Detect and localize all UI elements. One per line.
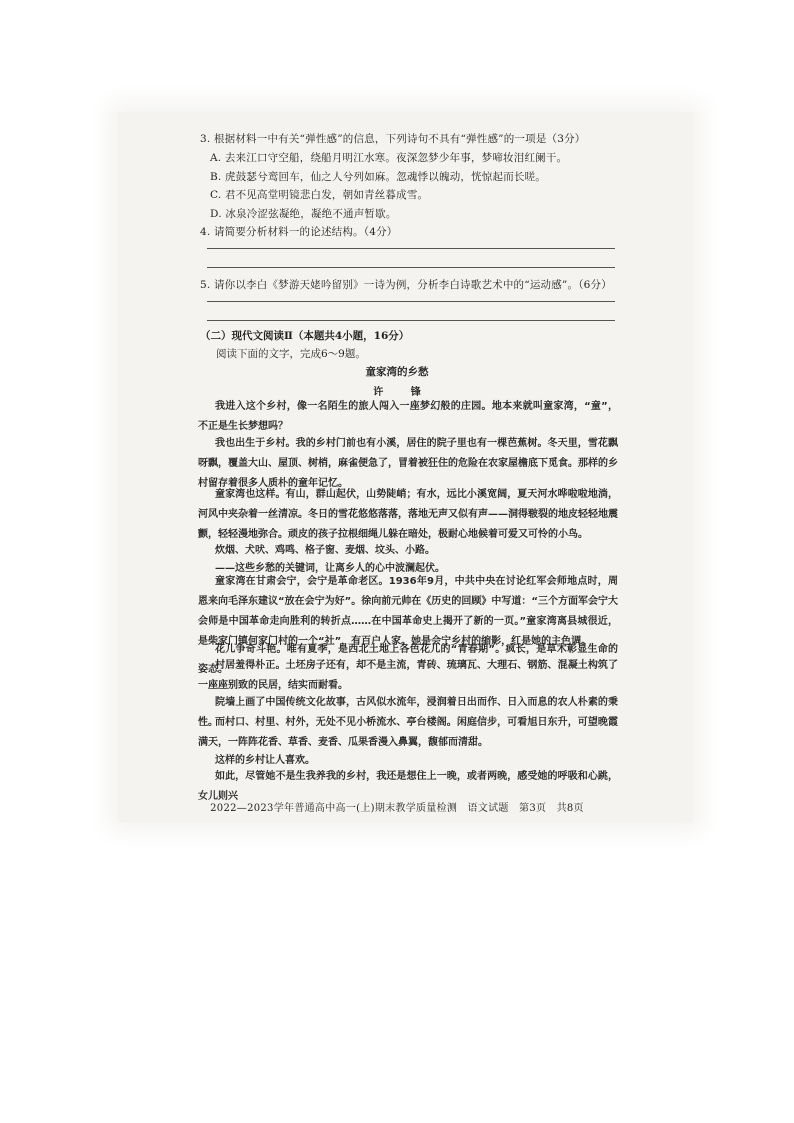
- answer-line: [207, 320, 615, 321]
- article-paragraph: 童家湾也这样。有山，群山起伏，山势陡峭；有水，远比小溪宽阔，夏天河水哗啦啦地淌，河风中夹杂着一丝清凉。冬日的雪花悠悠落落，落地无声又似有声——洞得皲裂的地皮轻轻地震颤，轻轻漫地弥合。顽皮的孩子拉根细绳儿躲在暗处，极耐心地候着可爱又可怜的小鸟。: [198, 489, 618, 540]
- article-paragraph: 这样的乡村让人喜欢。: [215, 755, 315, 766]
- article-paragraph: 童家湾在甘肃会宁，会宁是革命老区。1936年9月，中共中央在讨论红军会师地点时，周恩来向毛泽东建议“放在会宁为好”。徐向前元帅在《历史的回顾》中写道：“三个方面军会宁大会师是中国革命走向胜利的转折点……在中国革命史上揭开了新的一页。”童家湾离县城很近，是柴家门镇何家门村的一个“社”，有百户人家。她是会宁乡村的缩影，红是她的主色调。: [198, 576, 618, 647]
- article-paragraph: 我也出生于乡村。我的乡村门前也有小溪，居住的院子里也有一棵芭蕉树。冬天里，雪花飘呀飘，覆盖大山、屋顶、树梢，麻雀便急了，冒着被狂住的危险在农家屋檐底下觅食。那样的乡村留存着很多人质朴的童年记忆。: [198, 438, 618, 489]
- article-paragraph: 我进入这个乡村，像一名陌生的旅人闯入一座梦幻般的庄园。地本来就叫童家湾，“童”，不正是生长梦想吗？: [198, 401, 618, 432]
- answer-line: [207, 248, 615, 249]
- article-paragraph: 如此，尽管她不是生我养我的乡村，我还是想住上一晚，或者两晚，感受她的呼吸和心跳，女儿则兴: [198, 771, 618, 802]
- question-3-option-c: C. 君不见高堂明镜悲白发，朝如青丝暮成雪。: [210, 189, 429, 201]
- question-5-stem: 5. 请你以李白《梦游天姥吟留别》一诗为例，分析李白诗歌艺术中的“运动感”。（6分）: [200, 279, 612, 291]
- question-3-option-a: A. 去来江口守空船，绕船月明江水寒。夜深忽梦少年事，梦啼妆泪红阑干。: [210, 152, 568, 164]
- question-3-stem: 3. 根据材料一中有关“弹性感”的信息，下列诗句不具有“弹性感”的一项是（3分）: [200, 133, 586, 145]
- article-paragraph: ——这些乡愁的关键词，让离乡人的心中波澜起伏。: [215, 563, 445, 574]
- article-title: 童家湾的乡愁: [365, 366, 429, 378]
- answer-line: [207, 301, 615, 302]
- question-3-option-d: D. 冰泉冷涩弦凝绝，凝绝不通声暂歇。: [210, 208, 397, 220]
- question-4-stem: 4. 请简要分析材料一的论述结构。（4分）: [200, 226, 398, 238]
- article-paragraph: 花儿争奇斗艳。唯有夏季，是西北土地上各色花儿的“青春期”。疯长，是草木彰显生命的姿态。: [198, 644, 618, 675]
- question-3-option-b: B. 虎鼓瑟兮鸾回车，仙之人兮列如麻。忽魂悸以魄动，恍惊起而长嗟。: [210, 171, 546, 183]
- answer-line: [207, 267, 615, 268]
- article-paragraph: 而村口、村里、村外，无处不见小桥流水、亭台楼阁。闲庭信步，可看旭日东升，可望晚霞满天，一阵阵花香、草香、麦香、瓜果香漫入鼻翼，馥郁而清甜。: [198, 717, 618, 748]
- section-heading: （二）现代文阅读Ⅱ（本题共4小题，16分）: [200, 330, 410, 342]
- section-instruction: 阅读下面的文字，完成6～9题。: [216, 348, 366, 360]
- article-paragraph: 炊烟、犬吠、鸡鸣、格子窗、麦烟、坟头、小路。: [215, 545, 435, 556]
- article-author: 许 锋: [373, 387, 433, 398]
- article-paragraph: 村居羞得朴正。土坯房子还有，却不是主流，青砖、琉璃瓦、大理石、钢筋、混凝土构筑了一座座别致的民居，结实而耐看。: [198, 660, 618, 691]
- article-paragraph: 院墙上画了中国传统文化故事，古风似水流年，浸润着日出而作、日入而息的农人朴素的秉性。: [198, 697, 618, 728]
- page-footer: 2022—2023学年普通高中高一(上)期末教学质量检测 语文试题 第3页 共8页: [210, 803, 584, 814]
